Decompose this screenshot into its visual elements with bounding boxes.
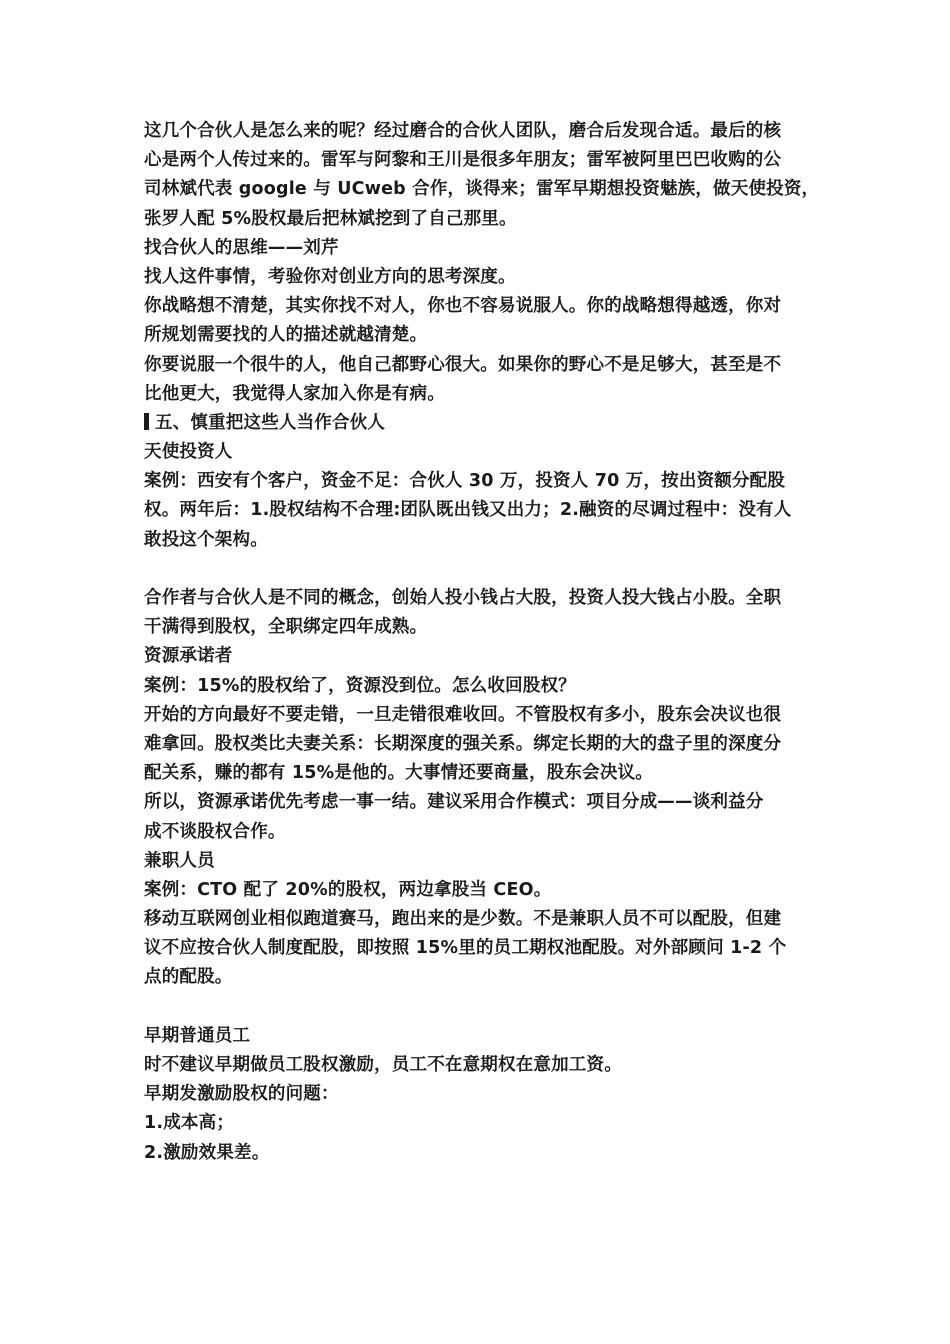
chapter-heading (144, 409, 816, 438)
blank-line (144, 993, 816, 1022)
paragraph-line: 时不建议早期做员工股权激励，员工不在意期权在意加工资。 (144, 1055, 622, 1075)
subheading: 天使投资人 (144, 442, 233, 463)
subheading: 资源承诺者 (144, 646, 233, 667)
document-page (144, 117, 820, 1168)
paragraph-line: 张罗人配 5%股权最后把林斌挖到了自己那里。 (144, 208, 517, 229)
paragraph-line: 干满得到股权，全职绑定四年成熟。 (144, 617, 428, 638)
blank-line (144, 555, 816, 584)
paragraph-line: 移动互联网创业相似跑道赛马，跑出来的是少数。不是兼职人员不可以配股，但建 (144, 909, 782, 930)
subheading: 兼职人员 (144, 850, 215, 871)
heading-bar-icon (144, 413, 149, 430)
paragraph-line: 难拿回。股权类比夫妻关系：长期深度的强关系。绑定长期的大的盘子里的深度分 (144, 733, 782, 754)
paragraph-line: 开始的方向最好不要走错，一旦走错很难收回。不管股权有多小，股东会决议也很 (144, 704, 782, 725)
paragraph-line: 案例：CTO 配了 20%的股权，两边拿股当 CEO。 (144, 879, 552, 900)
paragraph-line: 配关系，赚的都有 15%是他的。大事情还要商量，股东会决议。 (144, 763, 653, 784)
paragraph-line: 合作者与合伙人是不同的概念，创始人投小钱占大股，投资人投大钱占小股。全职 (144, 588, 782, 608)
paragraph-line: 案例：15%的股权给了，资源没到位。怎么收回股权？ (144, 675, 576, 696)
paragraph-line: 所以，资源承诺优先考虑一事一结。建议采用合作模式：项目分成——谈利益分 (144, 792, 764, 813)
paragraph-line: 比他更大，我觉得人家加入你是有病。 (144, 383, 445, 404)
paragraph-line: 心是两个人传过来的。雷军与阿黎和王川是很多年朋友；雷军被阿里巴巴收购的公 (144, 150, 782, 171)
paragraph-line: 你战略想不清楚，其实你找不对人，你也不容易说服人。你的战略想得越透，你对 (144, 296, 782, 317)
subheading: 早期普通员工 (144, 1025, 251, 1046)
list-item: 2.激励效果差。 (144, 1142, 270, 1163)
paragraph-line: 你要说服一个很牛的人，他自己都野心很大。如果你的野心不是足够大，甚至是不 (144, 354, 782, 375)
list-item: 1.成本高； (144, 1113, 235, 1134)
paragraph-line: 司林斌代表 google 与 UCweb 合作，谈得来；雷军早期想投资魅族，做天使投资， (144, 179, 820, 200)
paragraph-line: 早期发激励股权的问题： (144, 1084, 339, 1105)
paragraph-line: 成不谈股权合作。 (144, 821, 286, 842)
chapter-heading-text: 五、慎重把这些人当作合伙人 (155, 412, 386, 433)
paragraph-line: 这几个合伙人是怎么来的呢？经过磨合的合伙人团队，磨合后发现合适。最后的核 (144, 121, 782, 141)
paragraph-line: 点的配股。 (144, 967, 233, 988)
paragraph-line: 权。两年后：1.股权结构不合理:团队既出钱又出力；2.融资的尽调过程中：没有人 (144, 500, 792, 521)
section-heading: 找合伙人的思维——刘芹 (144, 237, 339, 258)
paragraph-line: 议不应按合伙人制度配股，即按照 15%里的员工期权池配股。对外部顾问 1-2 个 (144, 938, 787, 959)
paragraph-line: 找人这件事情，考验你对创业方向的思考深度。 (144, 266, 516, 287)
paragraph-line: 所规划需要找的人的描述就越清楚。 (144, 325, 428, 346)
paragraph-line: 敢投这个架构。 (144, 529, 268, 550)
paragraph-line: 案例：西安有个客户，资金不足：合伙人 30 万，投资人 70 万，按出资额分配股 (144, 471, 786, 492)
